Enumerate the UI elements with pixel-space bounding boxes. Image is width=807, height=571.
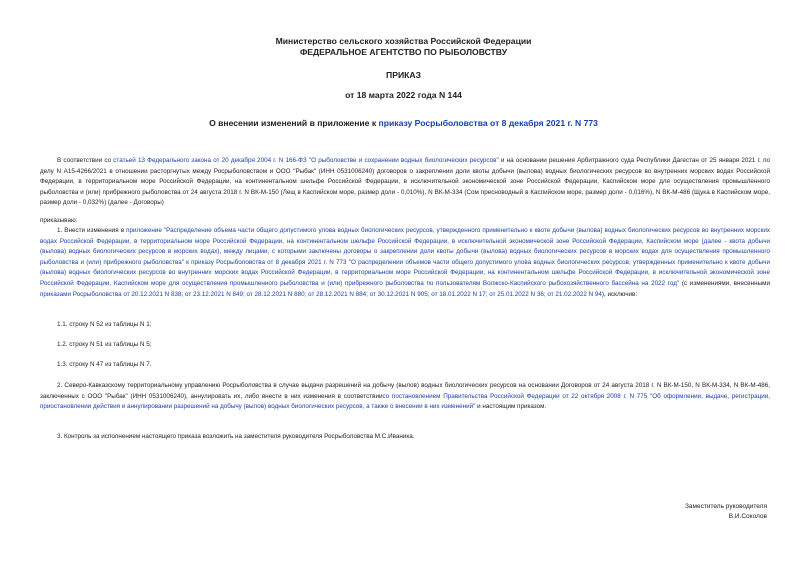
preamble-paragraph xyxy=(40,156,770,209)
subclause-1-3: 1.3. строку N 47 из таблицы N 7. xyxy=(57,361,152,368)
clause-2 xyxy=(40,381,770,413)
clause-1-text-1: 1. Внести изменения в xyxy=(57,227,127,234)
clause-1-text-2: (с изменениями, внесенными xyxy=(679,279,770,287)
clause-2-text-1: 2. Северо-Кавказскому территориальному управлению Росрыболовства в случае выдачи разрешений на добычу (вылов) водных биологических ресурсов на основании Договоров от 24 августа 2018 г. N ВК-М-150, N ВК-М-334, N ВК-М-486, заключенных с ООО "Рыбак" (ИНН 0531006240), аннулировать их, либо внести в них изменения в соответствии xyxy=(40,382,770,400)
subclause-1-2: 1.2. строку N 51 из таблицы N 5; xyxy=(57,341,152,348)
appendix-link[interactable]: приложение "Распределение объема части общего допустимого улова водных биологических ресурсов, утвержденного применительно к квоте добычи (вылова) водных биологических ресурсов во внутренних морских водах Российской Федерации, в территориальном море Российской Федерации, на континентальном шельфе Российской Федерации, в исключительной экономической зоне Российской Федерации, Каспийском море (далее - квота добычи (вылова) водных биологических ресурсов в морских водах), между лицами, с которыми заключены договоры о закреплении доли квоты добычи (вылова) водных биологических ресурсов в морских водах для осуществления промышленного рыболовства и (или) прибрежного рыболовства" к приказу Росрыболовства от 8 декабря 2021 г. N 773 "О распределении объемов части общего допустимого улова водных биологических ресурсов, утвержденных применительно к квоте добычи (вылова) водных биологических ресурсов во внутренних морских водах Российской Федерации, в территориальном море Российской Федерации, на континентальном шельфе Российской Федерации, в исключительной экономической зоне Российской Федерации, Каспийском море для осуществления промышленного рыболовства и (или) прибрежного рыболовства по пользователям Волжско-Каспийского рыбохозяйственного бассейна на 2022 год" xyxy=(40,227,770,287)
clause-1-text-3: ), исключив: xyxy=(601,290,638,298)
ministry-name: Министерство сельского хозяйства Российской Федерации xyxy=(275,36,532,46)
document-date-number: от 18 марта 2022 года N 144 xyxy=(345,90,462,100)
order-word: приказываю: xyxy=(40,217,78,224)
preamble-text-2: и на основании решения Арбитражного суда Республики Дагестан от 25 января 2021 г. по делу N А15-4266/2021 в отношении расторгнутых между Росрыболовством и ООО "Рыбак" (ИНН 0531006240) договоров о закреплении доли квоты добычи (вылова) водных биологических ресурсов во внутренних морских водах Российской Федерации, в территориальном море Российской Федерации, на континентальном шельфе Российской Федерации, в исключительной экономической зоне Российской Федерации, Каспийском море для осуществления промышленного рыболовства и (или) прибрежного рыболовства от 24 августа 2018 г. N ВК-М-150 (Лещ в Каспийском море, размер доли - 0,010%), N ВК-М-334 (Сом пресноводный в Каспийском море, размер доли - 0,016%), N ВК-М-486 (Щука в Каспийском море, размер доли - 0,032%) (далее - Договоры) xyxy=(40,157,771,207)
title-order-link[interactable]: приказу Росрыболовства от 8 декабря 2021 г. N 773 xyxy=(378,118,598,128)
title-text: О внесении изменений в приложение к xyxy=(209,118,379,128)
preamble-text-1: В соответствии со xyxy=(57,157,114,164)
law-article-link[interactable]: статьей 13 Федерального закона от 20 декабря 2004 г. N 166-ФЗ "О рыболовстве и сохранении водных биологических ресурсов" xyxy=(113,157,499,164)
amending-orders-link[interactable]: приказами Росрыболовства от 20.12.2021 N 838; от 23.12.2021 N 849; от 28.12.2021 N 880; от 28.12.2021 N 884; от 30.12.2021 N 905; от 18.01.2022 N 17; от 25.01.2022 N 36; от 21.02.2022 N 94 xyxy=(40,290,602,298)
government-decree-link[interactable]: со постановлением Правительства Российской Федерации от 22 октября 2008 г. N 775 "Об оформлении, выдаче, регистрации, приостановлении действия и аннулировании разрешений на добычу (вылов) водных биологических ресурсов, а также о внесении в них изменений" xyxy=(40,392,771,411)
clause-1 xyxy=(40,226,770,300)
signatory-name: В.И.Соколов xyxy=(728,513,767,520)
subclause-1-1: 1.1. строку N 52 из таблицы N 1; xyxy=(57,321,152,328)
signatory-position: Заместитель руководителя xyxy=(685,503,767,510)
document-type: ПРИКАЗ xyxy=(386,70,421,80)
clause-3: 3. Контроль за исполнением настоящего приказа возложить на заместителя руководителя Росрыболовства М.С.Иваника. xyxy=(57,433,415,440)
agency-name: ФЕДЕРАЛЬНОЕ АГЕНТСТВО ПО РЫБОЛОВСТВУ xyxy=(299,47,508,57)
clause-2-text-2: и настоящим приказом. xyxy=(475,403,547,411)
document-title xyxy=(0,118,807,129)
